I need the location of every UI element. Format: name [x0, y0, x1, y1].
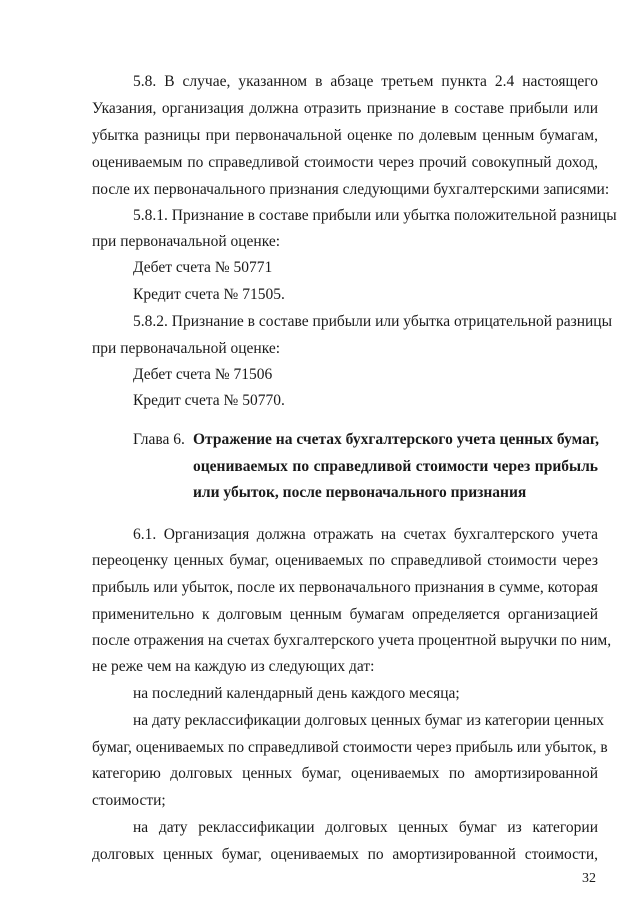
chapter-number: Глава 6.	[133, 431, 185, 448]
paragraph-5-8-1-line: при первоначальной оценке:	[92, 233, 281, 250]
debit-entry: Дебет счета № 50771	[133, 259, 273, 276]
paragraph-5-8-line: Указания, организация должна отразить признание в составе прибыли или	[92, 100, 598, 117]
page-number: 32	[582, 871, 596, 886]
paragraph-5-8-line: убытка разницы при первоначальной оценке по долевым ценным бумагам,	[92, 127, 598, 144]
paragraph-5-8-2-line: при первоначальной оценке:	[92, 340, 281, 357]
paragraph-5-8-2-line: 5.8.2. Признание в составе прибыли или убытка отрицательной разницы	[133, 313, 613, 330]
paragraph-5-8-1-line: 5.8.1. Признание в составе прибыли или убытка положительной разницы	[133, 207, 617, 224]
paragraph-5-8-line: 5.8. В случае, указанном в абзаце третьем пункта 2.4 настоящего	[133, 73, 598, 90]
list-item-line: долговых ценных бумаг, оцениваемых по амортизированной стоимости,	[92, 846, 598, 863]
list-item-line: на дату реклассификации долговых ценных бумаг из категории	[133, 819, 598, 836]
list-item-line: бумаг, оцениваемых по справедливой стоимости через прибыль или убыток, в	[92, 739, 608, 756]
list-item-line: стоимости;	[92, 792, 166, 809]
credit-entry: Кредит счета № 50770.	[133, 392, 285, 409]
list-item: на последний календарный день каждого месяца;	[133, 685, 460, 702]
paragraph-6-1-line: применительно к долговым ценным бумагам определяется организацией	[92, 606, 598, 623]
paragraph-6-1-line: после отражения на счетах бухгалтерского учета процентной выручки по ним,	[92, 632, 612, 649]
paragraph-5-8-line: оцениваемым по справедливой стоимости через прочий совокупный доход,	[92, 154, 598, 171]
chapter-title-line: или убыток, после первоначального признания	[193, 484, 527, 501]
paragraph-6-1-line: прибыль или убыток, после их первоначального признания в сумме, которая	[92, 579, 598, 596]
paragraph-6-1-line: переоценку ценных бумаг, оцениваемых по справедливой стоимости через	[92, 552, 598, 569]
paragraph-6-1-line: 6.1. Организация должна отражать на счетах бухгалтерского учета	[133, 526, 598, 543]
debit-entry: Дебет счета № 71506	[133, 366, 273, 383]
chapter-title-line: оцениваемых по справедливой стоимости через прибыль	[193, 458, 598, 475]
chapter-title-line: Отражение на счетах бухгалтерского учета ценных бумаг,	[193, 431, 599, 448]
paragraph-6-1-line: не реже чем на каждую из следующих дат:	[92, 658, 375, 675]
list-item-line: на дату реклассификации долговых ценных бумаг из категории ценных	[133, 712, 605, 729]
paragraph-5-8-line: после их первоначального признания следующими бухгалтерскими записями:	[92, 181, 610, 198]
credit-entry: Кредит счета № 71505.	[133, 286, 285, 303]
list-item-line: категорию долговых ценных бумаг, оцениваемых по амортизированной	[92, 765, 598, 782]
